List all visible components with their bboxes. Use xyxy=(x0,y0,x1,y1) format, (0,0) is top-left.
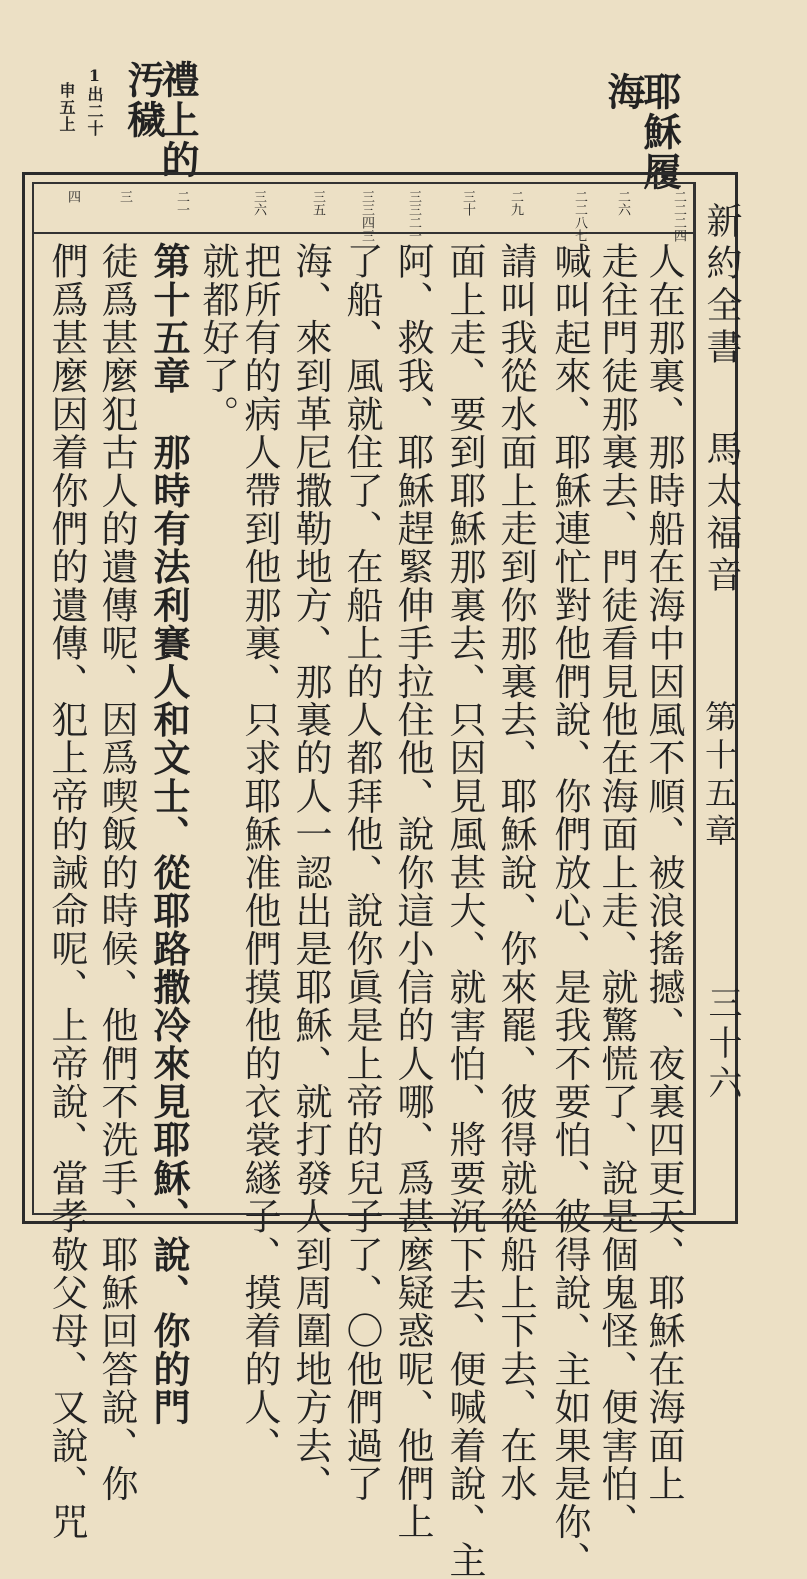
verse-number: 三十 xyxy=(460,190,475,216)
page-number: 三十六 xyxy=(702,985,742,1105)
margin-note: 耶穌履 xyxy=(637,72,682,192)
margin-cross-reference: 1出二十 xyxy=(85,66,104,137)
chapter-label: 第十五章 xyxy=(700,700,738,852)
verse-number: 三六 xyxy=(251,190,266,216)
text-column: 面上走、要到耶穌那裏去、只因見風甚大、就害怕、將要沉下去、便喊着說、主 xyxy=(443,242,486,1579)
text-column: 走往門徒那裏去、門徒看見他在海面上走、就驚慌了、說是個鬼怪、便害怕、 xyxy=(595,242,638,1541)
text-column: 人在那裏、那時船在海中因風不順、被浪搖撼、夜裏四更天、耶穌在海面上 xyxy=(642,242,685,1503)
text-column: 徒爲甚麼犯古人的遺傳呢、因爲喫飯的時候、他們不洗手、耶穌回答說、你 xyxy=(95,242,138,1503)
text-column: 請叫我從水面上走到你那裏去、耶穌說、你來罷、彼得就從船上下去、在水 xyxy=(494,242,537,1503)
verse-number: 二二二四 xyxy=(671,190,686,242)
margin-note: 汚穢 xyxy=(121,60,166,140)
sidebar-divider xyxy=(693,184,695,1213)
verse-number: 三三二一 xyxy=(406,190,421,242)
verse-number: 四 xyxy=(65,190,80,203)
text-column: 就都好了。 xyxy=(196,242,239,433)
margin-cross-reference: 申五上 xyxy=(57,82,76,133)
verse-number: 二九 xyxy=(508,190,523,216)
verse-number: 二二八七 xyxy=(572,190,587,242)
text-column: 阿、救我、耶穌趕緊伸手拉住他、說你這小信的人哪、爲甚麼疑惑呢、他們上 xyxy=(391,242,434,1541)
margin-note: 海 xyxy=(601,72,646,112)
verse-number: 三 xyxy=(117,190,132,203)
book-subtitle: 馬太福音 xyxy=(701,430,742,598)
book-title: 新約全書 xyxy=(701,202,742,370)
verse-number: 三三四三 xyxy=(359,190,374,242)
text-column: 們爲甚麼因着你們的遺傳、犯上帝的誡命呢、上帝說、當孝敬父母、又說、咒 xyxy=(45,242,88,1541)
text-column: 喊叫起來、耶穌連忙對他們說、你們放心、是我不要怕、彼得說、主如果是你、 xyxy=(548,242,591,1579)
chapter-heading-line: 第十五章 那時有法利賽人和文士、從耶路撒冷來見耶穌、說、你的門 xyxy=(147,242,191,1427)
text-column: 把所有的病人帶到他那裏、只求耶穌准他們摸他的衣裳繸子、摸着的人、 xyxy=(238,242,281,1465)
text-column: 了船、風就住了、在船上的人都拜他、說你眞是上帝的兒子了、〇他們過了 xyxy=(340,242,383,1503)
margin-note: 禮上的 xyxy=(155,60,200,180)
verse-number: 二六 xyxy=(615,190,630,216)
text-column: 海、來到革尼撒勒地方、那裏的人一認出是耶穌、就打發人到周圍地方去、 xyxy=(289,242,332,1503)
verse-number: 二一 xyxy=(174,190,189,216)
verse-number: 三五 xyxy=(310,190,325,216)
